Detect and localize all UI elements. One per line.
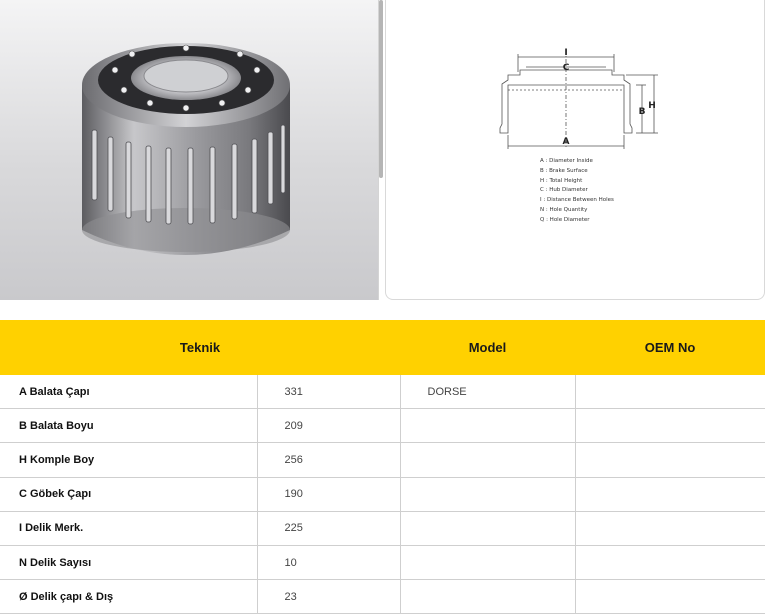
- legend-item: A : Diameter Inside: [540, 158, 593, 164]
- param-name: Ø Delik çapı & Dış: [0, 580, 257, 614]
- dim-label-b: B: [638, 107, 646, 117]
- model-cell: [400, 409, 575, 443]
- legend-item: H : Total Height: [540, 177, 583, 184]
- oem-cell: [575, 375, 765, 409]
- param-name: C Göbek Çapı: [0, 477, 257, 511]
- table-header-row: [0, 320, 765, 375]
- param-name: H Komple Boy: [0, 443, 257, 477]
- table-row: [0, 580, 765, 614]
- header-model: Model: [400, 320, 575, 375]
- table-row: [0, 409, 765, 443]
- param-name: B Balata Boyu: [0, 409, 257, 443]
- param-value: 225: [257, 511, 400, 545]
- diagram-legend: [540, 157, 614, 226]
- param-value: 23: [257, 580, 400, 614]
- legend-item: C : Hub Diameter: [540, 187, 588, 194]
- table-row: [0, 545, 765, 579]
- oem-cell: [575, 443, 765, 477]
- spec-table: [0, 320, 765, 614]
- model-cell: [400, 545, 575, 579]
- model-cell: [400, 477, 575, 511]
- scrollbar-thumb[interactable]: [379, 0, 383, 178]
- dim-label-h: H: [648, 101, 656, 111]
- legend-item: N : Hole Quantity: [540, 206, 588, 213]
- param-name: A Balata Çapı: [0, 375, 257, 409]
- table-row: [0, 375, 765, 409]
- param-name: N Delik Sayısı: [0, 545, 257, 579]
- product-image: [0, 0, 379, 300]
- param-value: 256: [257, 443, 400, 477]
- oem-cell: [575, 477, 765, 511]
- dim-label-c: C: [562, 63, 570, 73]
- dim-label-a: A: [562, 137, 570, 147]
- drum-cross-section: [386, 0, 765, 300]
- oem-cell: [575, 511, 765, 545]
- param-name: I Delik Merk.: [0, 511, 257, 545]
- header-oem-no: OEM No: [575, 320, 765, 375]
- technical-diagram: [385, 0, 765, 300]
- model-cell: [400, 511, 575, 545]
- dim-label-i: I: [564, 48, 568, 58]
- legend-item: Q : Hole Diameter: [540, 216, 590, 223]
- legend-item: I : Distance Between Holes: [540, 197, 614, 204]
- brake-drum-illustration: [0, 0, 378, 300]
- table-row: [0, 511, 765, 545]
- param-value: 190: [257, 477, 400, 511]
- oem-cell: [575, 545, 765, 579]
- header-teknik: Teknik: [0, 320, 400, 375]
- oem-cell: [575, 580, 765, 614]
- model-cell: [400, 580, 575, 614]
- table-row: [0, 443, 765, 477]
- legend-item: B : Brake Surface: [540, 167, 588, 174]
- table-row: [0, 477, 765, 511]
- param-value: 209: [257, 409, 400, 443]
- model-cell: DORSE: [400, 375, 575, 409]
- param-value: 10: [257, 545, 400, 579]
- model-cell: [400, 443, 575, 477]
- param-value: 331: [257, 375, 400, 409]
- oem-cell: [575, 409, 765, 443]
